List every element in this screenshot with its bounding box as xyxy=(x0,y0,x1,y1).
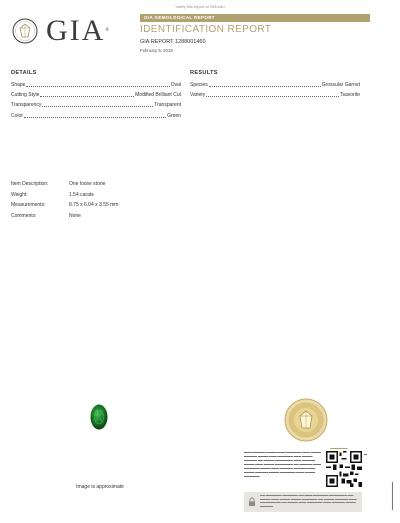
legal-notice: ▬▬▬ ▬▬▬▬▬ ▬▬▬▬ ▬▬▬ ▬▬▬▬▬▬ ▬▬▬ ▬▬▬▬ ▬▬▬▬▬ ▬▬▬▬ ▬▬▬ ▬▬▬▬▬▬ ▬▬▬ ▬▬▬▬ ▬▬▬▬▬ ▬▬ ▬▬▬▬ ▬▬▬▬▬▬▬ ▬▬▬ ▬▬▬▬▬ ▬▬▬▬ ▬▬▬ ▬▬▬▬ ▬▬▬▬▬▬▬ ▬▬ ▬▬▬▬▬ ▬▬▬ ▬▬▬▬▬▬ ▬▬▬▬ ▬▬▬ ▬▬▬▬▬ ▬▬▬▬▬ ▬▬▬ ▬▬▬▬ ▬▬▬▬▬ ▬▬▬▬ ▬▬▬▬▬▬ ▬▬▬ ▬▬▬▬ ▬▬▬▬▬▬ xyxy=(244,451,321,478)
security-notice: ▬▬ ▬▬▬▬▬▬ ▬▬▬▬▬▬ ▬▬ ▬▬▬ ▬▬▬▬▬▬ ▬▬▬▬▬▬▬ ▬▬ ▬▬▬▬ ▬▬▬ ▬▬▬▬ ▬▬▬▬ ▬▬▬▬▬▬ ▬▬ ▬▬▬▬ ▬▬▬▬▬ ▬▬▬ ▬▬▬▬▬▬▬▬ ▬▬ ▬▬▬▬ ▬▬▬ ▬▬▬▬▬▬ ▬▬▬ ▬▬▬▬▬ ▬▬▬▬ ▬▬▬▬▬ xyxy=(260,494,357,508)
gia-logo: GIA® xyxy=(46,14,110,47)
desc-row-weight: Weight: 1.54 carats xyxy=(11,192,94,198)
details-row-cutting-style: Cutting Style Modified Brilliant Cut xyxy=(11,92,181,98)
details-title: DETAILS xyxy=(11,70,37,76)
desc-row-comments: Comments: None xyxy=(11,213,81,219)
results-row-species: Species Grossular Garnet xyxy=(190,82,360,88)
qr-code-icon[interactable] xyxy=(326,451,362,487)
results-title: RESULTS xyxy=(190,70,218,76)
qr-index: ▬ xyxy=(364,452,367,456)
results-row-variety: Variety Tsavorite xyxy=(190,92,360,98)
image-caption: Image is approximate xyxy=(76,484,124,490)
lock-icon xyxy=(247,497,257,507)
report-number: GIA REPORT 1288001460 xyxy=(140,39,206,45)
report-title: IDENTIFICATION REPORT xyxy=(140,24,272,35)
hologram-seal-icon xyxy=(284,398,328,442)
desc-row-measurements: Measurements: 8.75 x 6.04 x 3.55 mm xyxy=(11,202,119,208)
gia-seal-icon xyxy=(12,18,38,44)
report-date: February 5, 2018 xyxy=(140,48,173,53)
details-row-transparency: Transparency Transparent xyxy=(11,102,181,108)
gemstone-image xyxy=(90,404,108,430)
hologram-label: ▬▬▬▬▬ xyxy=(330,446,348,450)
side-serial: ▬▬▬▬▬▬▬▬ xyxy=(390,482,394,510)
details-row-color: Color Green xyxy=(11,113,181,119)
report-banner: GIA GEMOLOGICAL REPORT xyxy=(140,14,370,22)
verify-text: Verify this report at GIA.edu xyxy=(175,4,225,9)
details-row-shape: Shape Oval xyxy=(11,82,181,88)
desc-row-item: Item Description: One loose stone xyxy=(11,181,106,187)
